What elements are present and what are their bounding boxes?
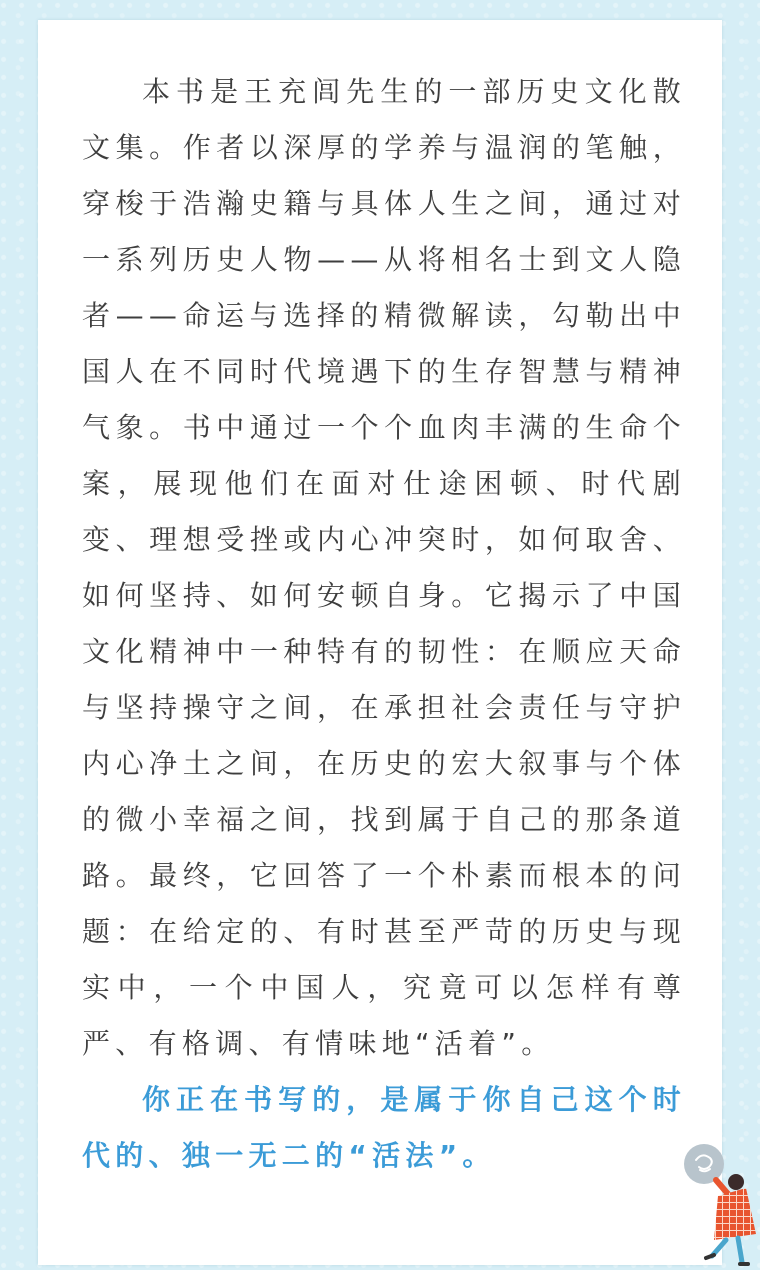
intro-paragraph: 本书是王充闾先生的一部历史文化散文集。作者以深厚的学养与温润的笔触，穿梭于浩瀚史籍与具体人生之间，通过对一系列历史人物——从将相名士到文人隐者——命运与选择的精微解读，勾勒出中国人在不同时代境遇下的生存智慧与精神气象。书中通过一个个血肉丰满的生命个案，展现他们在面对仕途困顿、时代剧变、理想受挫或内心冲突时，如何取舍、如何坚持、如何安顿自身。它揭示了中国文化精神中一种特有的韧性：在顺应天命与坚持操守之间，在承担社会责任与守护内心净土之间，在历史的宏大叙事与个体的微小幸福之间，找到属于自己的那条道路。最终，它回答了一个朴素而根本的问题：在给定的、有时甚至严苛的历史与现实中，一个中国人，究竟可以怎样有尊严、有格调、有情味地“活着”。 — [82, 75, 686, 1060]
highlight-paragraph: 你正在书写的，是属于你自己这个时代的、独一无二的“活法”。 — [82, 1083, 686, 1172]
text-block — [82, 64, 686, 1184]
content-card — [38, 20, 722, 1265]
girl-holding-moon-icon — [670, 1136, 760, 1270]
